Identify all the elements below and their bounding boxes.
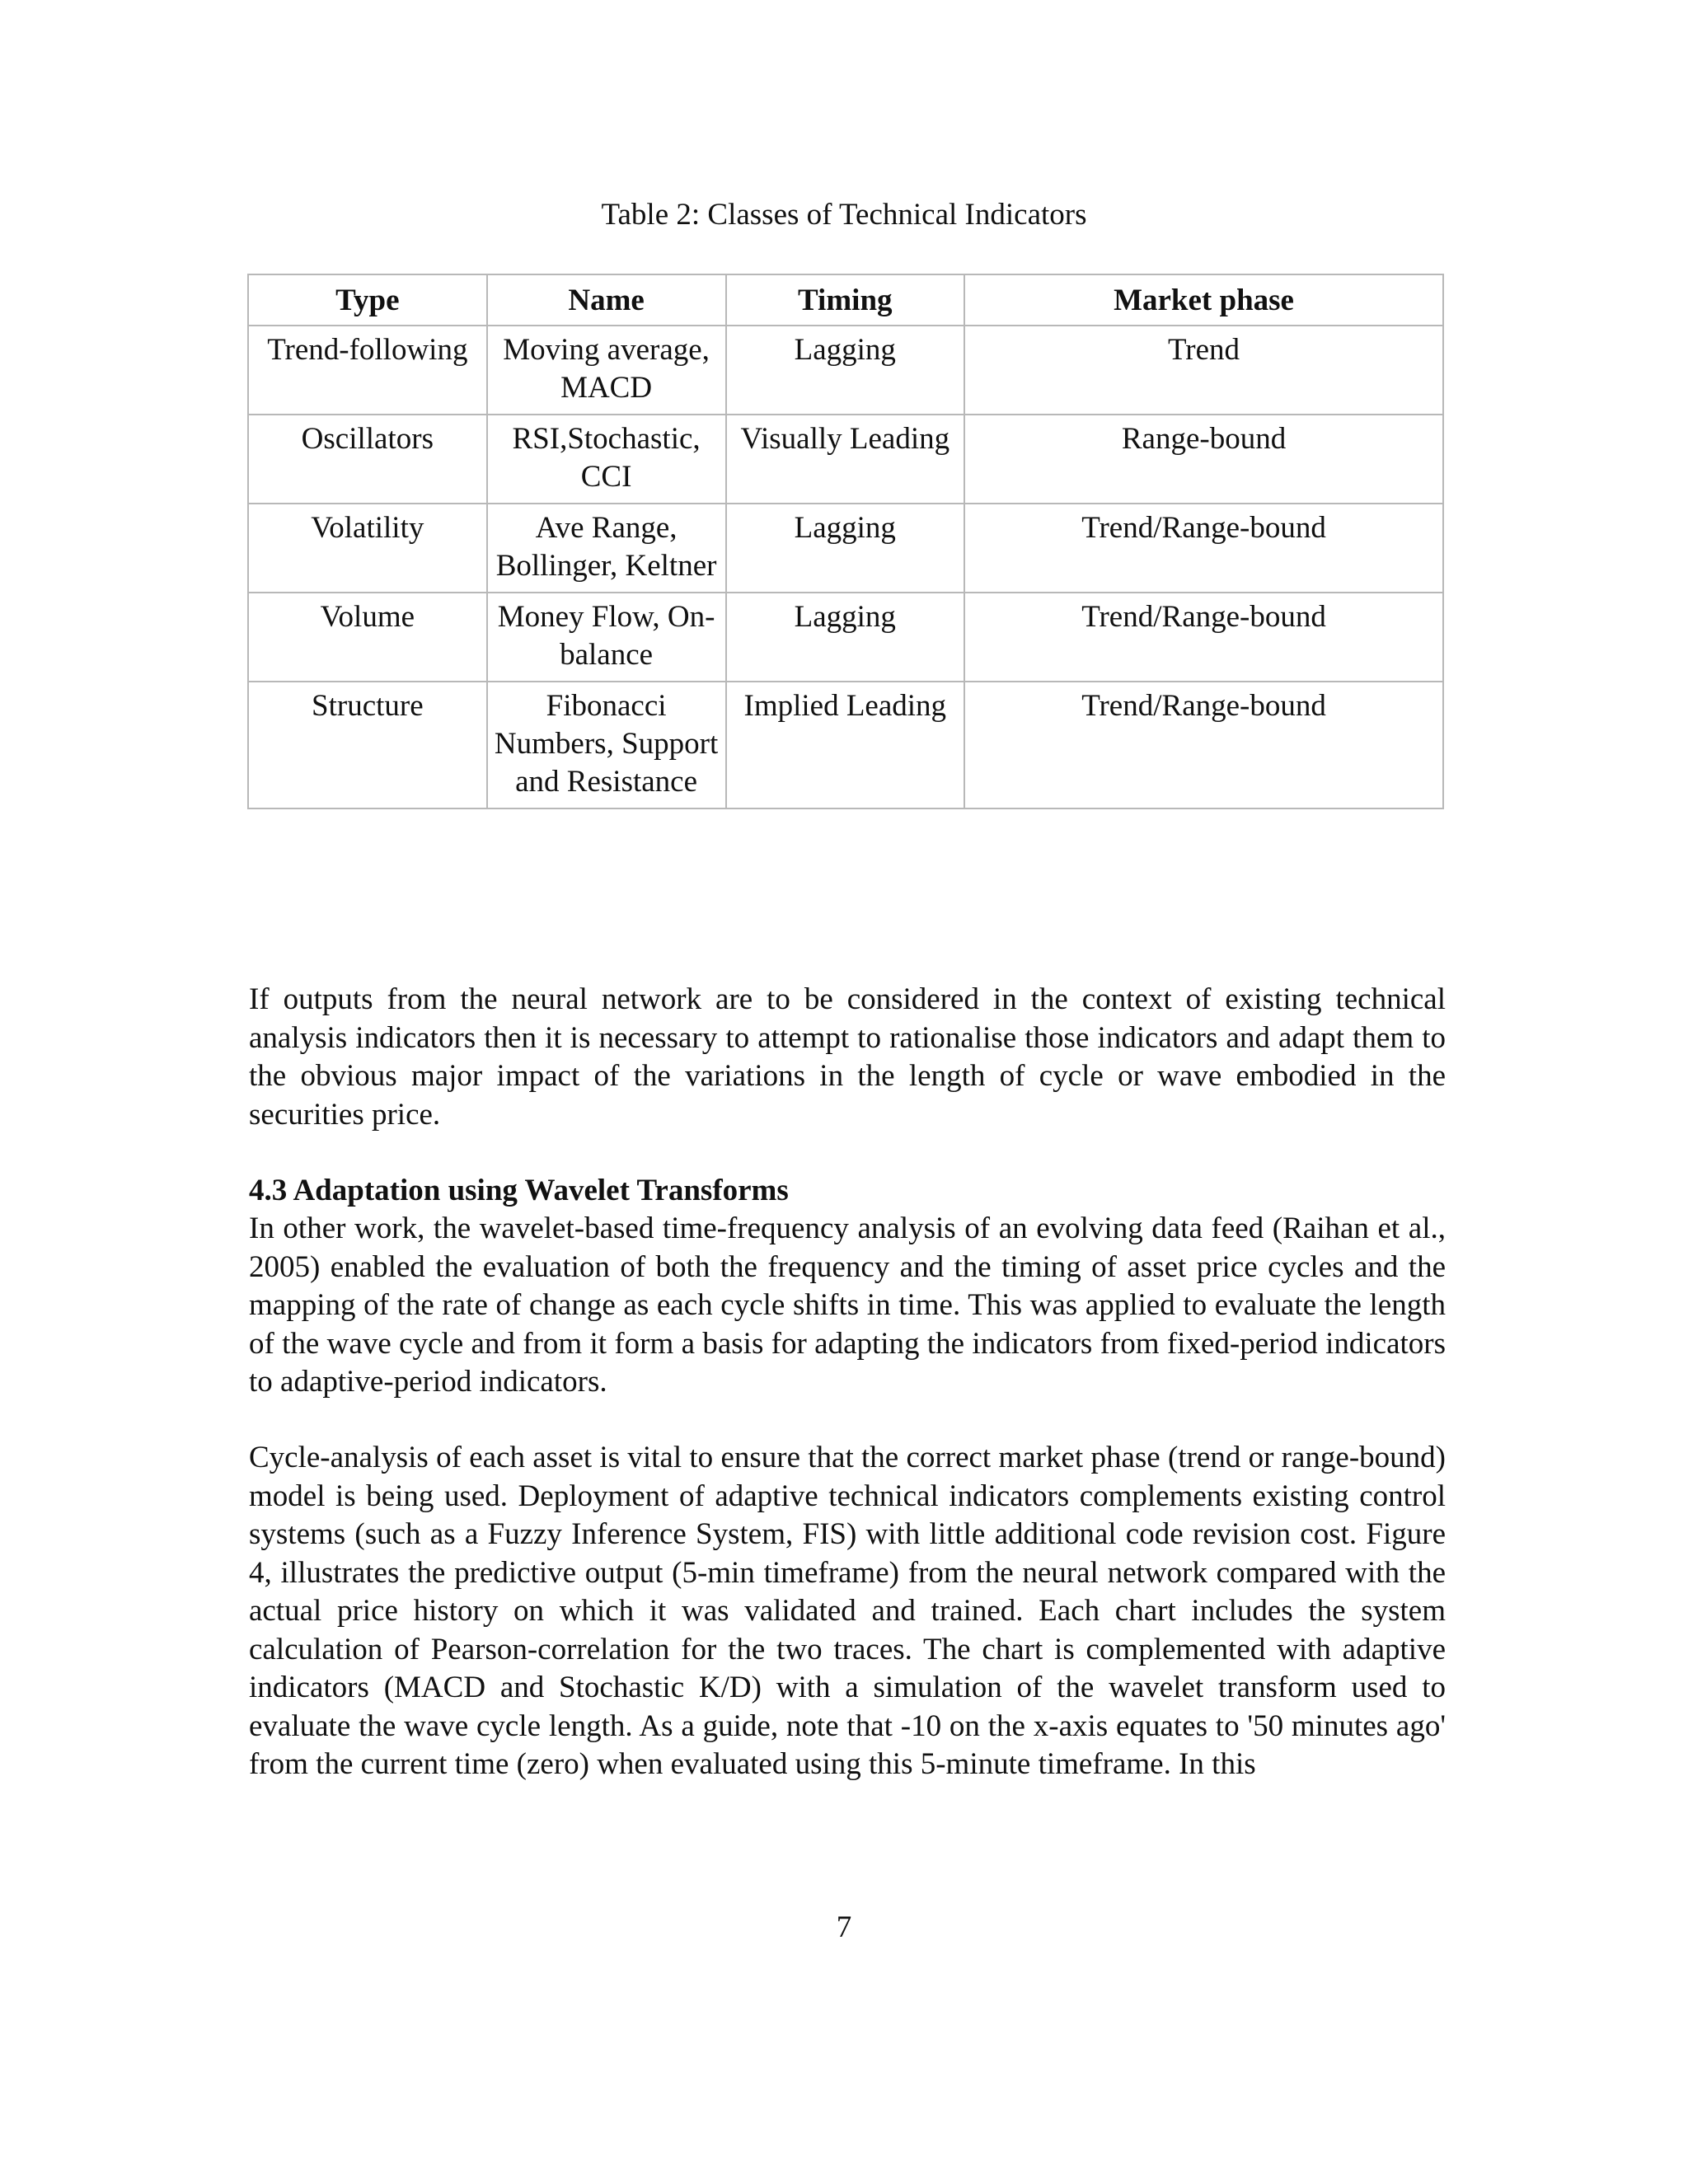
cell-name: Ave Range, Bollinger, Keltner <box>487 504 726 593</box>
cell-name: RSI,Stochastic, CCI <box>487 415 726 504</box>
cell-timing: Lagging <box>726 326 965 415</box>
cell-type: Trend-following <box>248 326 487 415</box>
paragraph-cycle-analysis: Cycle-analysis of each asset is vital to ensure that the correct market phase (trend or range-bound) model is being used. Deployment of adaptive technical indicators complements existing control systems (such as a Fuzzy Inference System, FIS) with little additional code revision cost. Figure 4, illustrates the predictive output (5-min timeframe) from the neural network compared with the actual price history on which it was validated and trained. Each chart includes the system calculation of Pearson-correlation for the two traces. The chart is complemented with adaptive indicators (MACD and Stochastic K/D) with a simulation of the wavelet transform used to evaluate the wave cycle length. As a guide, note that -10 on the x-axis equates to '50 minutes ago' from the current time (zero) when evaluated using this 5-minute timeframe. In this <box>249 1441 1446 1781</box>
header-name: Name <box>487 274 726 326</box>
paragraph-wavelet-analysis: In other work, the wavelet-based time-frequency analysis of an evolving data feed (Raihan et al., 2005) enabled the evaluation of both the frequency and the timing of asset price cycles and the mapping of the rate of change as each cycle shifts in time. This was applied to evaluate the length of the wave cycle and from it form a basis for adapting the indicators from fixed-period indicators to adaptive-period indicators. <box>249 1212 1446 1399</box>
cell-type: Structure <box>248 682 487 808</box>
cell-timing: Visually Leading <box>726 415 965 504</box>
header-market-phase: Market phase <box>964 274 1443 326</box>
technical-indicators-table <box>247 274 1444 809</box>
cell-market-phase: Trend/Range-bound <box>964 682 1443 808</box>
cell-market-phase: Trend/Range-bound <box>964 504 1443 593</box>
cell-type: Volume <box>248 593 487 682</box>
cell-market-phase: Trend <box>964 326 1443 415</box>
table-row <box>248 326 1443 415</box>
header-timing: Timing <box>726 274 965 326</box>
header-type: Type <box>248 274 487 326</box>
paragraph-neural-network-context: If outputs from the neural network are to be considered in the context of existing technical analysis indicators then it is necessary to attempt to rationalise those indicators and adapt them to the obvious major impact of the variations in the length of cycle or wave embodied in the securities price. <box>249 982 1446 1132</box>
cell-timing: Lagging <box>726 593 965 682</box>
table-row <box>248 593 1443 682</box>
table-row <box>248 682 1443 808</box>
cell-type: Oscillators <box>248 415 487 504</box>
cell-market-phase: Trend/Range-bound <box>964 593 1443 682</box>
table-row <box>248 415 1443 504</box>
table-header-row <box>248 274 1443 326</box>
cell-timing: Lagging <box>726 504 965 593</box>
cell-market-phase: Range-bound <box>964 415 1443 504</box>
table-caption: Table 2: Classes of Technical Indicators <box>601 198 1087 232</box>
table-row <box>248 504 1443 593</box>
cell-type: Volatility <box>248 504 487 593</box>
cell-name: Money Flow, On-balance <box>487 593 726 682</box>
cell-name: Fibonacci Numbers, Support and Resistance <box>487 682 726 808</box>
page-number: 7 <box>836 1910 852 1944</box>
section-heading: 4.3 Adaptation using Wavelet Transforms <box>249 1174 789 1207</box>
cell-timing: Implied Leading <box>726 682 965 808</box>
cell-name: Moving average, MACD <box>487 326 726 415</box>
